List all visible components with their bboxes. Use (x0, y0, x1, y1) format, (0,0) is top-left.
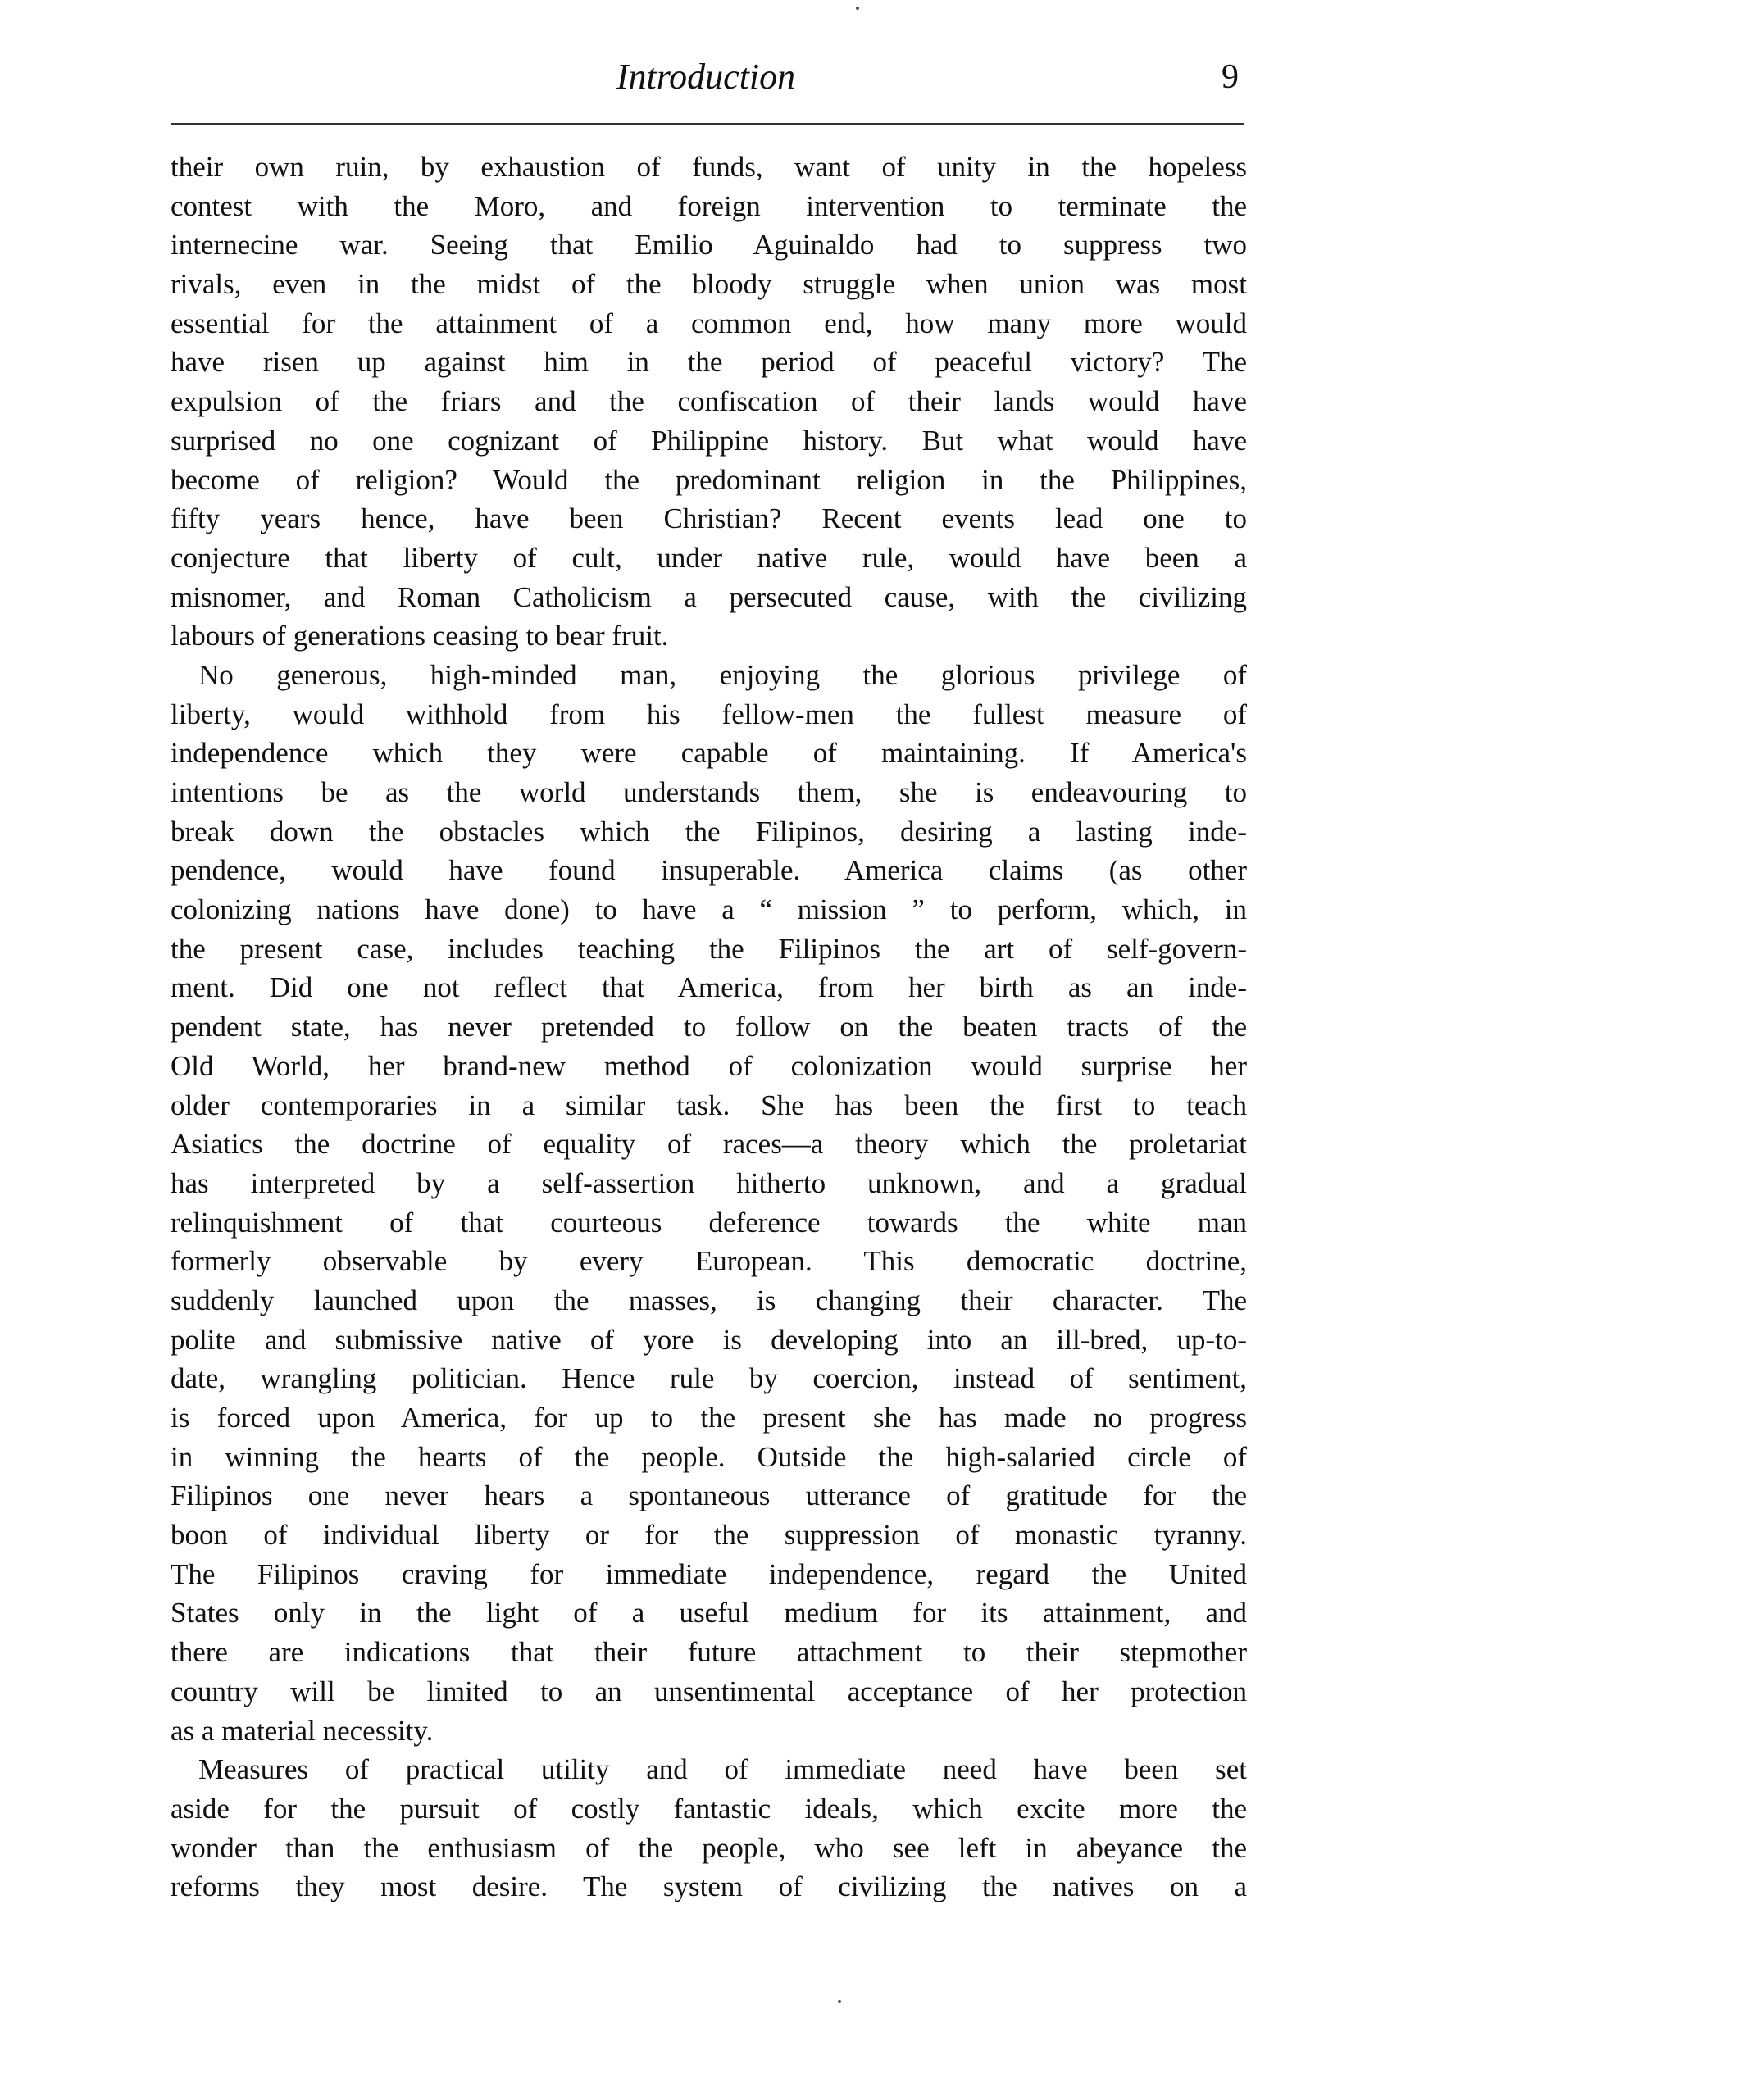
text-line: wonder than the enthusiasm of the people, who see left in abeyance the (171, 1831, 1247, 1864)
text-line: labours of generations ceasing to bear fruit. (171, 620, 669, 652)
body-text (171, 148, 1247, 1907)
text-line: Asiatics the doctrine of equality of races—a theory which the proletariat (171, 1128, 1247, 1161)
page-number: 9 (1222, 58, 1239, 96)
text-line: their own ruin, by exhaustion of funds, want of unity in the hopeless (171, 151, 1247, 183)
text-line: essential for the attainment of a common end, how many more would (171, 307, 1247, 339)
text-line: Filipinos one never hears a spontaneous utterance of gratitude for the (171, 1480, 1247, 1512)
text-line: is forced upon America, for up to the present she has made no progress (171, 1402, 1247, 1434)
text-line: older contemporaries in a similar task. She has been the first to teach (171, 1089, 1247, 1121)
text-line: The Filipinos craving for immediate independence, regard the United (171, 1557, 1247, 1590)
text-line: country will be limited to an unsentimental acceptance of her protection (171, 1675, 1247, 1707)
text-line: aside for the pursuit of costly fantastic ideals, which excite more the (171, 1792, 1247, 1825)
text-line: colonizing nations have done) to have a “ mission ” to perform, which, in (171, 893, 1247, 926)
scan-speck (838, 2000, 841, 2003)
text-line: in winning the hearts of the people. Outside the high-salaried circle of (171, 1440, 1247, 1473)
text-line: has interpreted by a self-assertion hitherto unknown, and a gradual (171, 1166, 1247, 1199)
text-line: reforms they most desire. The system of civilizing the natives on a (171, 1870, 1247, 1903)
text-line: pendence, would have found insuperable. America claims (as other (171, 854, 1247, 887)
text-line: the present case, includes teaching the Filipinos the art of self-govern- (171, 932, 1247, 965)
scan-speck (856, 7, 859, 10)
text-line: contest with the Moro, and foreign intervention to terminate the (171, 189, 1247, 222)
text-line: boon of individual liberty or for the suppression of monastic tyranny. (171, 1519, 1247, 1552)
text-line: break down the obstacles which the Filipinos, desiring a lasting inde- (171, 815, 1247, 848)
text-line: there are indications that their future attachment to their stepmother (171, 1636, 1247, 1669)
text-line: States only in the light of a useful medium for its attainment, and (171, 1597, 1247, 1630)
text-line: rivals, even in the midst of the bloody struggle when union was most (171, 268, 1247, 301)
paragraph (171, 148, 1247, 656)
text-line: independence which they were capable of maintaining. If America's (171, 737, 1247, 770)
text-line: as a material necessity. (171, 1714, 434, 1747)
text-line: have risen up against him in the period of peaceful victory? The (171, 346, 1247, 379)
text-line: ment. Did one not reflect that America, from her birth as an inde- (171, 971, 1247, 1004)
text-line: intentions be as the world understands them, she is endeavouring to (171, 776, 1247, 808)
text-line: Old World, her brand-new method of colonization would surprise her (171, 1049, 1247, 1082)
paragraph (171, 1750, 1247, 1907)
text-line: formerly observable by every European. This democratic doctrine, (171, 1245, 1247, 1278)
text-line: suddenly launched upon the masses, is changing their character. The (171, 1284, 1247, 1316)
text-line: polite and submissive native of yore is developing into an ill-bred, up-to- (171, 1323, 1247, 1356)
text-line: conjecture that liberty of cult, under native rule, would have been a (171, 541, 1247, 574)
running-header-title: Introduction (616, 57, 796, 97)
text-line: internecine war. Seeing that Emilio Aguinaldo had to suppress two (171, 229, 1247, 261)
text-line: become of religion? Would the predominant religion in the Philippines, (171, 463, 1247, 496)
text-line: pendent state, has never pretended to follow on the beaten tracts of the (171, 1011, 1247, 1043)
text-line: Measures of practical utility and of immediate need have been set (198, 1753, 1247, 1786)
text-line: expulsion of the friars and the confiscation of their lands would have (171, 385, 1247, 418)
header-rule (171, 123, 1244, 125)
text-line: liberty, would withhold from his fellow-men the fullest measure of (171, 698, 1247, 730)
text-line: surprised no one cognizant of Philippine history. But what would have (171, 424, 1247, 457)
text-line: fifty years hence, have been Christian? Recent events lead one to (171, 502, 1247, 535)
text-line: date, wrangling politician. Hence rule by coercion, instead of sentiment, (171, 1362, 1247, 1395)
text-line: No generous, high-minded man, enjoying the glorious privilege of (198, 658, 1247, 691)
text-line: relinquishment of that courteous deference towards the white man (171, 1206, 1247, 1239)
text-line: misnomer, and Roman Catholicism a persecuted cause, with the civilizing (171, 580, 1247, 613)
paragraph (171, 656, 1247, 1750)
